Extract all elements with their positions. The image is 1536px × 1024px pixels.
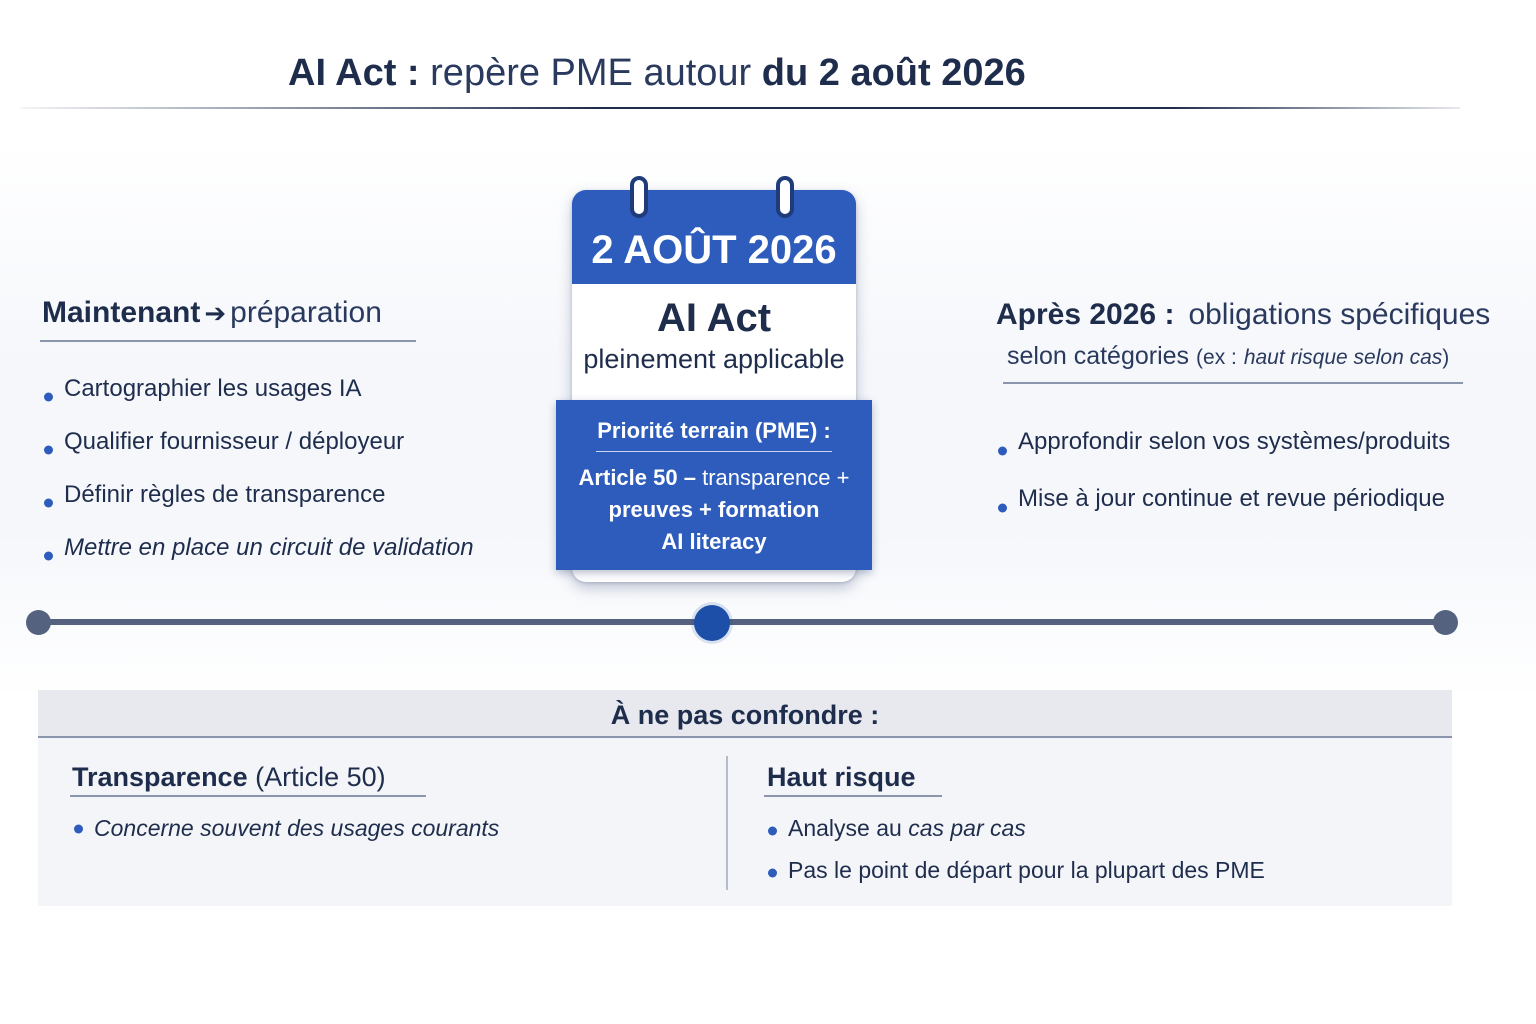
haut-risque-bullet-list [766,810,1265,894]
transparence-title-rest: (Article 50) [255,762,386,792]
priority-rule [596,451,832,452]
priority-line-1-rest: transparence + [702,465,850,490]
right-subheading-italic: haut risque selon cas [1243,346,1443,369]
title-date: du 2 août 2026 [761,52,1026,94]
priority-box [556,400,872,570]
title-middle: repère PME autour [430,52,752,94]
list-item: Qualifier fournisseur / déployeur [42,423,474,476]
right-subheading-paren-close: ) [1442,346,1450,369]
timeline-start-dot [26,610,51,635]
priority-line-1 [556,465,872,491]
haut-risque-title: Haut risque [767,762,916,792]
priority-heading: Priorité terrain (PME) : [597,418,831,443]
comparison-title: À ne pas confondre : [610,700,880,730]
right-subheading-main: selon catégories [1007,342,1190,370]
transparence-title [72,762,386,793]
transparence-bullet-list [72,810,499,848]
priority-line-1-bold: Article 50 – [578,465,696,490]
list-item: Concerne souvent des usages courants [72,810,499,848]
right-heading [996,298,1490,332]
transparence-rule [70,795,426,797]
transparence-title-bold: Transparence [72,762,248,792]
calendar-date: 2 AOÛT 2026 [572,190,856,284]
title-rule [20,107,1460,109]
calendar-sub: pleinement applicable [583,344,845,374]
list-item: Approfondir selon vos systèmes/produits [996,422,1450,479]
list-item: Cartographier les usages IA [42,370,474,423]
priority-line-2: preuves + formation [608,497,820,522]
right-subheading-paren-open: (ex : [1196,346,1237,369]
left-heading-rule [40,340,416,342]
page-title [288,52,1188,95]
left-heading-rest: préparation [230,296,382,329]
calendar-main: AI Act [656,296,772,340]
left-bullet-list [42,370,474,582]
title-bold: AI Act : [288,52,420,94]
haut-risque-rule [764,795,942,797]
right-heading-rule [1003,382,1463,384]
list-item: Pas le point de départ pour la plupart des PME [766,852,1265,894]
calendar-ring-icon [776,176,794,218]
bullet-italic: cas par cas [908,815,1026,841]
list-item: Mettre en place un circuit de validation [42,529,474,582]
right-bullet-list [996,422,1450,536]
calendar-ring-icon [630,176,648,218]
list-item: Mise à jour continue et revue périodique [996,479,1450,536]
right-heading-rest: obligations spécifiques [1188,298,1491,331]
list-item: Définir règles de transparence [42,476,474,529]
timeline-line [38,619,1446,625]
left-heading-bold: Maintenant [42,296,201,329]
arrow-right-icon: ➔ [204,298,227,328]
left-heading [42,296,382,330]
timeline-end-dot [1433,610,1458,635]
priority-line-3: AI literacy [661,529,767,554]
right-heading-bold: Après 2026 : [996,298,1175,331]
right-subheading [1007,342,1449,371]
list-item [766,810,1265,852]
comparison-box [38,690,1452,906]
timeline-milestone-dot [694,605,730,641]
column-divider [726,756,728,890]
bullet-main: Analyse au [788,815,902,841]
